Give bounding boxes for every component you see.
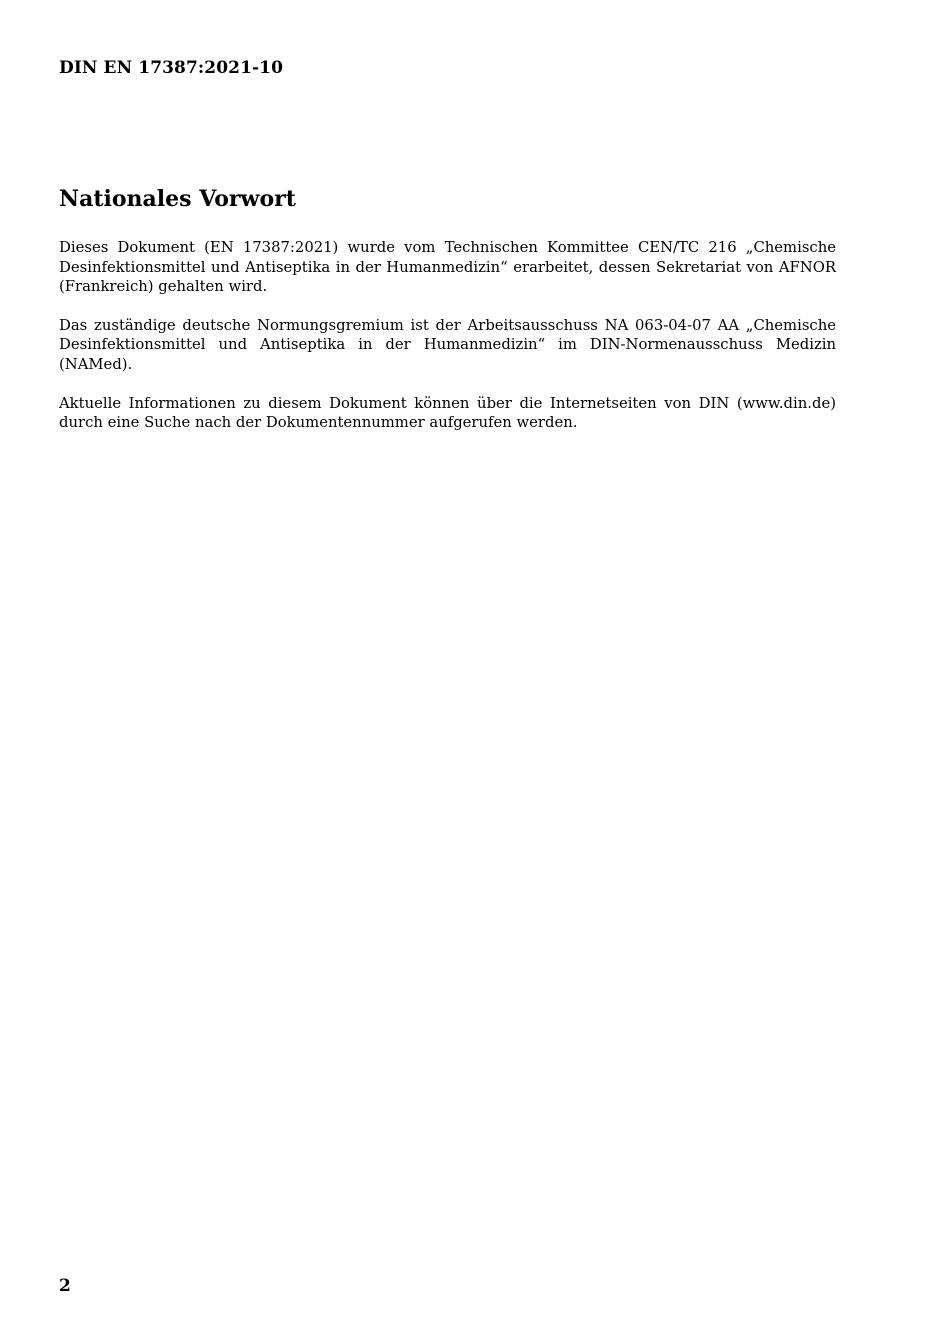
document-id-header: DIN EN 17387:2021-10 [59, 58, 284, 78]
paragraph-information: Aktuelle Informationen zu diesem Dokument können über die Internetseiten von DIN (www.din.de) durch eine Suche nach der Dokumentennummer aufgerufen werden. [59, 394, 836, 432]
body-text [59, 238, 836, 452]
paragraph-committee: Dieses Dokument (EN 17387:2021) wurde vom Technischen Kommittee CEN/TC 216 „Chemische Desinfektionsmittel und Antiseptika in der Humanmedizin“ erarbeitet, dessen Sekretariat von AFNOR (Frankreich) gehalten wird. [59, 239, 836, 296]
paragraph-national-body: Das zuständige deutsche Normungsgremium ist der Arbeitsausschuss NA 063-04-07 AA „Chemische Desinfektionsmittel und Antiseptika in der Humanmedizin“ im DIN-Normenausschuss Medizin (NAMed). [59, 316, 836, 373]
page-number: 2 [59, 1276, 71, 1296]
section-title: Nationales Vorwort [59, 186, 296, 212]
